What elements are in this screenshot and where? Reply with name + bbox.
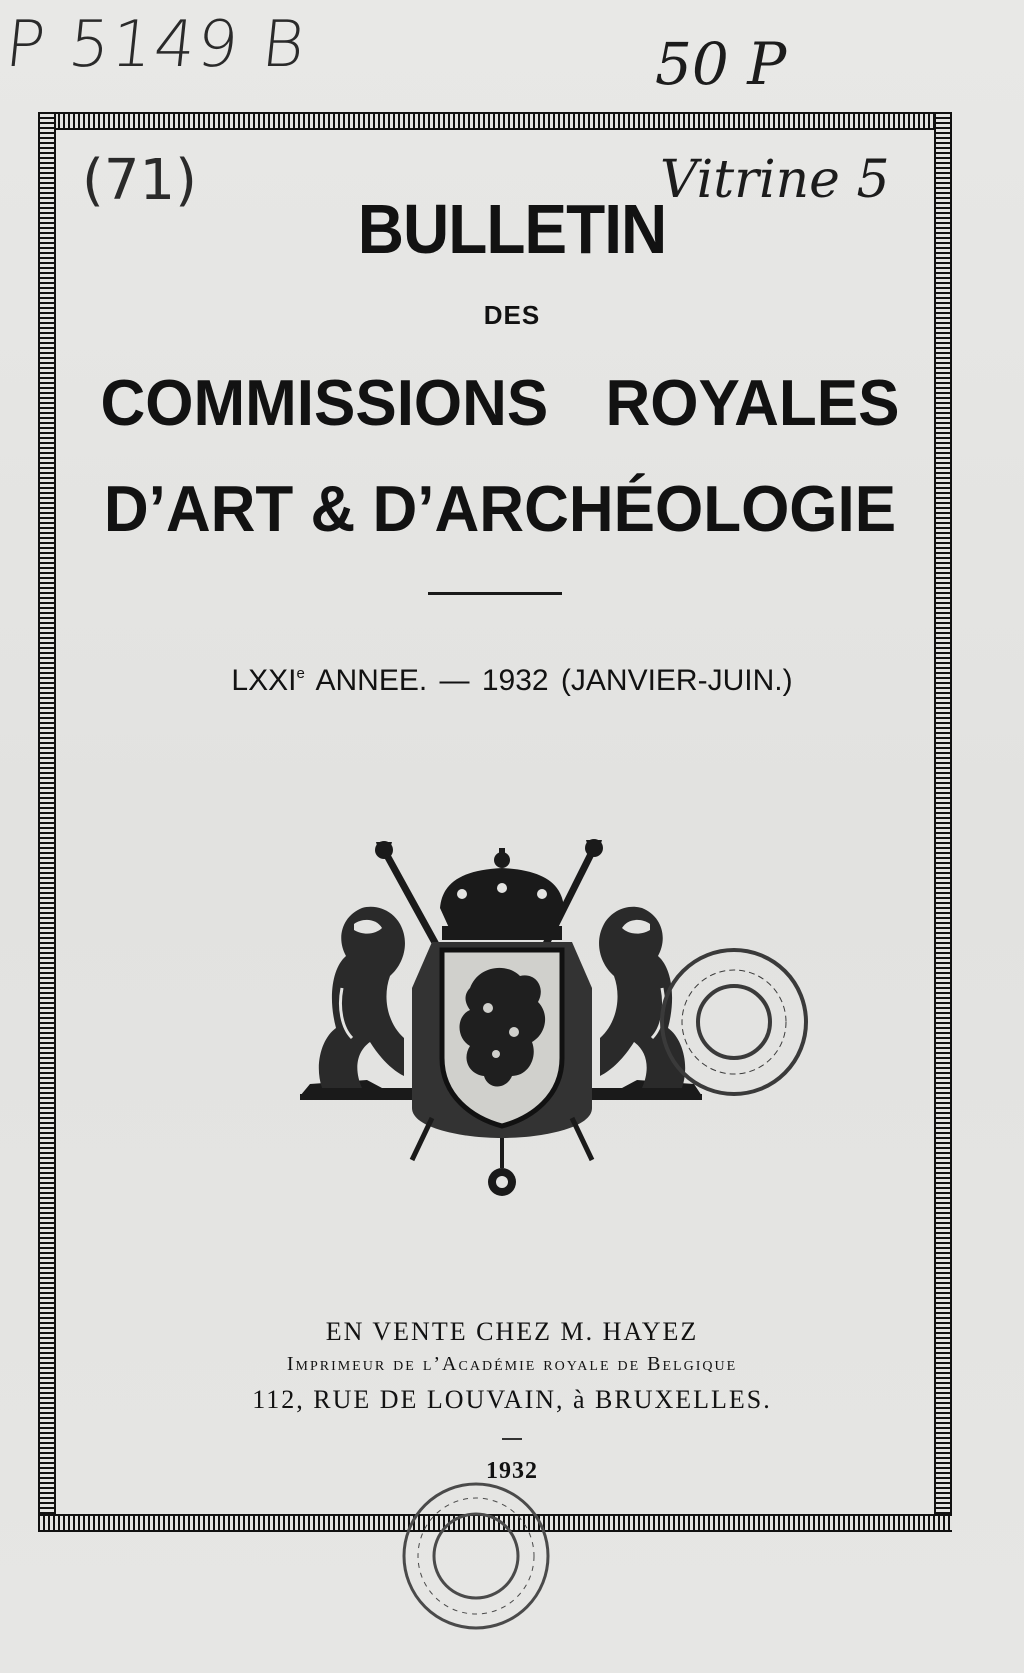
issue-year-line (0, 664, 1024, 698)
publisher-line-2: Imprimeur de l’Académie royale de Belgique (286, 1353, 738, 1375)
institute-library-stamp-icon (656, 944, 812, 1100)
handwritten-location: Vitrine 5 (660, 150, 890, 210)
publication-year: 1932 (486, 1458, 538, 1484)
publisher-line-1: EN VENTE CHEZ M. HAYEZ (325, 1317, 699, 1346)
issue-roman-year: LXXI (231, 664, 297, 697)
border-top (38, 112, 952, 130)
handwritten-item-number: (71) (82, 148, 197, 213)
issue-ordinal-suffix: e (296, 665, 305, 682)
issue-date: ANNEE. — 1932 (JANVIER-JUIN.) (304, 664, 793, 697)
handwritten-shelfmark: P 5149 B (2, 8, 310, 82)
handwritten-volume-number: 50 P (655, 30, 787, 98)
publisher-dash (502, 1438, 522, 1440)
belgian-coat-of-arms-icon (292, 838, 712, 1208)
university-library-stamp-icon (398, 1478, 554, 1634)
cover-title-commissions: COMMISSIONS ROYALES (100, 367, 900, 440)
publisher-line-3: 112, RUE DE LOUVAIN, à BRUXELLES. (252, 1385, 772, 1414)
cover-title: BULLETIN (357, 190, 667, 268)
cover-title-art: D’ART & D’ARCHÉOLOGIE (103, 473, 897, 546)
cover-title-des: DES (483, 300, 541, 330)
title-rule (428, 592, 562, 595)
